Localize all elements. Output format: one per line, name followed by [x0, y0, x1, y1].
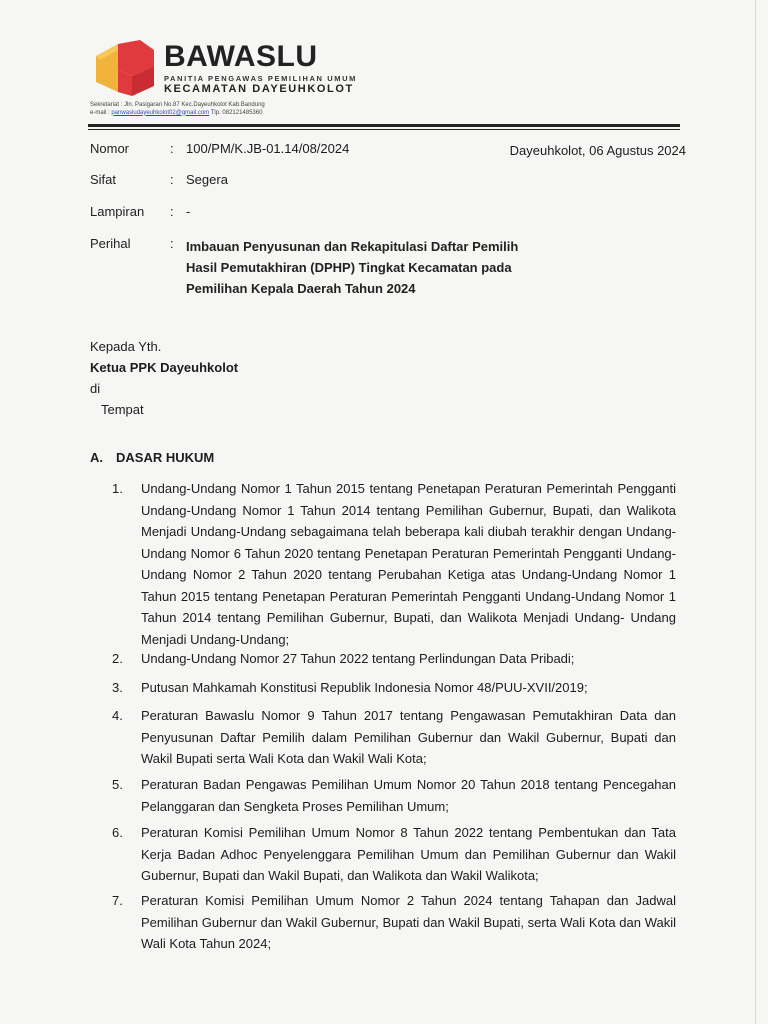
item-text: Peraturan Badan Pengawas Pemilihan Umum Nomor 20 Tahun 2018 tentang Pencegahan Pelanggaran dan Sengketa Proses Pemilihan Umum; — [141, 777, 676, 814]
recipient-greeting: Kepada Yth. — [90, 339, 162, 354]
subject-line: Pemilihan Kepala Daerah Tahun 2024 — [186, 281, 416, 296]
field-colon: : — [170, 204, 174, 219]
item-text: Putusan Mahkamah Konstitusi Republik Indonesia Nomor 48/PUU-XVII/2019; — [141, 680, 588, 695]
item-text: Peraturan Komisi Pemilihan Umum Nomor 2 Tahun 2024 tentang Tahapan dan Jadwal Pemilihan Gubernur dan Wakil Gubernur, Bupati dan Wakil Bupati, serta Wali Kota dan Wakil Wali Kota Tahun 2024; — [141, 893, 676, 951]
field-value-lampiran: - — [186, 204, 191, 219]
item-text: Undang-Undang Nomor 1 Tahun 2015 tentang Penetapan Peraturan Pemerintah Pengganti Undang-Undang Nomor 1 Tahun 2014 tentang Pemilihan Gubernur, Bupati, dan Walikota Menjadi Undang-Undang sebagaimana telah beberapa kali diubah terakhir dengan Undang-Undang Nomor 6 Tahun 2020 tentang Penetapan Peraturan Pemerintah Pengganti Undang-Undang Nomor 2 Tahun 2020 tentang Perubahan Ketiga atas Undang-Undang Nomor 1 Tahun 2015 tentang Penetapan Peraturan Pemerintah Pengganti Undang-Undang Nomor 1 Tahun 2014 tentang Pemilihan Gubernur, Bupati, dan Walikota Menjadi Undang- Undang Menjadi Undang-Undang; — [141, 481, 676, 647]
legal-basis-item — [112, 677, 676, 699]
letter-date: Dayeuhkolot, 06 Agustus 2024 — [509, 143, 686, 158]
field-value-nomor: 100/PM/K.JB-01.14/08/2024 — [186, 141, 350, 156]
item-number: 7. — [112, 893, 123, 908]
item-number: 6. — [112, 825, 123, 840]
recipient-name: Ketua PPK Dayeuhkolot — [90, 360, 239, 375]
item-number: 4. — [112, 708, 123, 723]
field-colon: : — [170, 172, 174, 187]
legal-basis-item — [112, 890, 676, 955]
legal-basis-item — [112, 774, 676, 817]
contact-line — [90, 110, 265, 118]
section-heading — [90, 450, 214, 465]
bawaslu-logo — [88, 36, 160, 98]
item-number: 3. — [112, 680, 123, 695]
legal-basis-item — [112, 478, 676, 650]
field-label-lampiran: Lampiran — [90, 204, 145, 219]
legal-basis-item — [112, 705, 676, 770]
field-label-sifat: Sifat — [90, 172, 117, 187]
subject-line: Imbauan Penyusunan dan Rekapitulasi Daftar Pemilih — [186, 239, 519, 254]
field-label-perihal: Perihal — [90, 236, 131, 251]
recipient-place: Tempat — [101, 402, 144, 417]
letterhead-address-block — [90, 102, 265, 117]
field-colon: : — [170, 141, 174, 156]
phone-number: Tlp. 082121485360 — [210, 109, 263, 116]
brand-subtitle: PANITIA PENGAWAS PEMILIHAN UMUM — [164, 74, 357, 83]
address-line: Sekretariat : Jln. Pasigaran No.87 Kec.Dayeuhkolot Kab.Bandung — [90, 102, 265, 108]
subject-line: Hasil Pemutakhiran (DPHP) Tingkat Kecamatan pada — [186, 260, 512, 275]
letterhead-rule-thick — [88, 124, 680, 127]
item-text: Undang-Undang Nomor 27 Tahun 2022 tentang Perlindungan Data Pribadi; — [141, 651, 575, 666]
item-number: 1. — [112, 481, 123, 496]
recipient-at: di — [90, 381, 101, 396]
email-label: e-mail : — [90, 109, 110, 116]
field-colon: : — [170, 236, 174, 251]
subject-text — [186, 236, 518, 299]
brand-name: BAWASLU — [164, 40, 318, 73]
section-title: DASAR HUKUM — [116, 450, 215, 465]
item-number: 2. — [112, 651, 123, 666]
page-edge — [755, 0, 756, 1024]
legal-basis-item — [112, 648, 676, 670]
item-text: Peraturan Bawaslu Nomor 9 Tahun 2017 tentang Pengawasan Pemutakhiran Data dan Penyusunan Daftar Pemilih dalam Pemilihan Gubernur dan Wakil Gubernur, Bupati dan Wakil Bupati serta Wali Kota dan Wakil Wali Kota; — [141, 708, 676, 766]
field-label-nomor: Nomor — [90, 141, 130, 156]
item-text: Peraturan Komisi Pemilihan Umum Nomor 8 Tahun 2022 tentang Pembentukan dan Tata Kerja Badan Adhoc Penyelenggara Pemilihan Umum dan Pemilihan Gubernur dan Wakil Gubernur, Bupati dan Wakil Bupati, dan Walikota dan Wakil Walikota; — [141, 825, 676, 883]
legal-basis-item — [112, 822, 676, 887]
brand-district: KECAMATAN DAYEUHKOLOT — [164, 83, 354, 95]
email-link[interactable]: panwasludayeuhkolot02@gmail.com — [111, 109, 210, 116]
letterhead-rule-thin — [88, 129, 680, 130]
field-value-sifat: Segera — [186, 172, 228, 187]
item-number: 5. — [112, 777, 123, 792]
section-letter: A. — [90, 450, 103, 465]
